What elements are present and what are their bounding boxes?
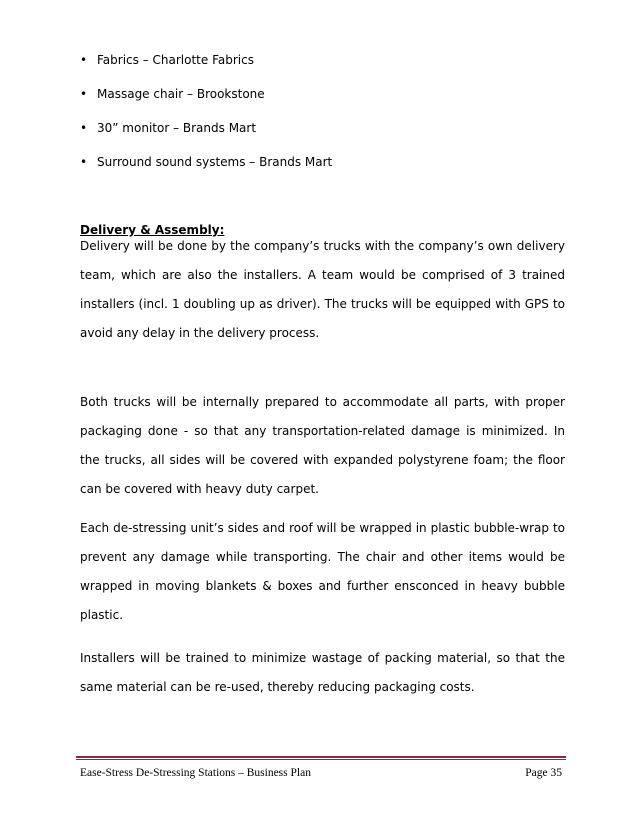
bullet-icon: •: [80, 121, 88, 135]
footer-divider: [76, 756, 566, 758]
footer-divider-thin: [76, 759, 566, 760]
bullet-icon: •: [80, 53, 88, 67]
paragraph-trucks: Both trucks will be internally prepared to accommodate all parts, with proper packaging done - so that any transportation-related damage is minimized. In the trucks, all sides will be covered with expanded polystyrene foam; the floor can be covered with heavy duty carpet.: [80, 395, 565, 496]
section-heading: Delivery & Assembly:: [80, 223, 225, 237]
page-number: Page 35: [525, 767, 562, 779]
list-item-text: Surround sound systems – Brands Mart: [97, 155, 333, 169]
list-item: [80, 154, 333, 171]
bullet-icon: •: [80, 155, 88, 169]
list-item-text: 30” monitor – Brands Mart: [97, 121, 257, 135]
bullet-list: [80, 52, 333, 188]
list-item: [80, 52, 332, 69]
list-item-text: Fabrics – Charlotte Fabrics: [97, 53, 254, 67]
paragraph-delivery: Delivery will be done by the company’s trucks with the company’s own delivery team, which are also the installers. A team would be comprised of 3 trained installers (incl. 1 doubling up as driver). The trucks will be equipped with GPS to avoid any delay in the delivery process.: [80, 239, 565, 340]
bullet-icon: •: [80, 87, 88, 101]
paragraph-wrapping: Each de-stressing unit’s sides and roof will be wrapped in plastic bubble-wrap to prevent any damage while transporting. The chair and other items would be wrapped in moving blankets & boxes and further ensconced in heavy bubble plastic.: [80, 521, 565, 622]
list-item: [80, 86, 332, 103]
footer-title: Ease-Stress De-Stressing Stations – Business Plan: [80, 767, 311, 779]
list-item: [80, 120, 332, 137]
paragraph-installers: Installers will be trained to minimize wastage of packing material, so that the same material can be re-used, thereby reducing packaging costs.: [80, 651, 565, 694]
list-item-text: Massage chair – Brookstone: [97, 87, 265, 101]
